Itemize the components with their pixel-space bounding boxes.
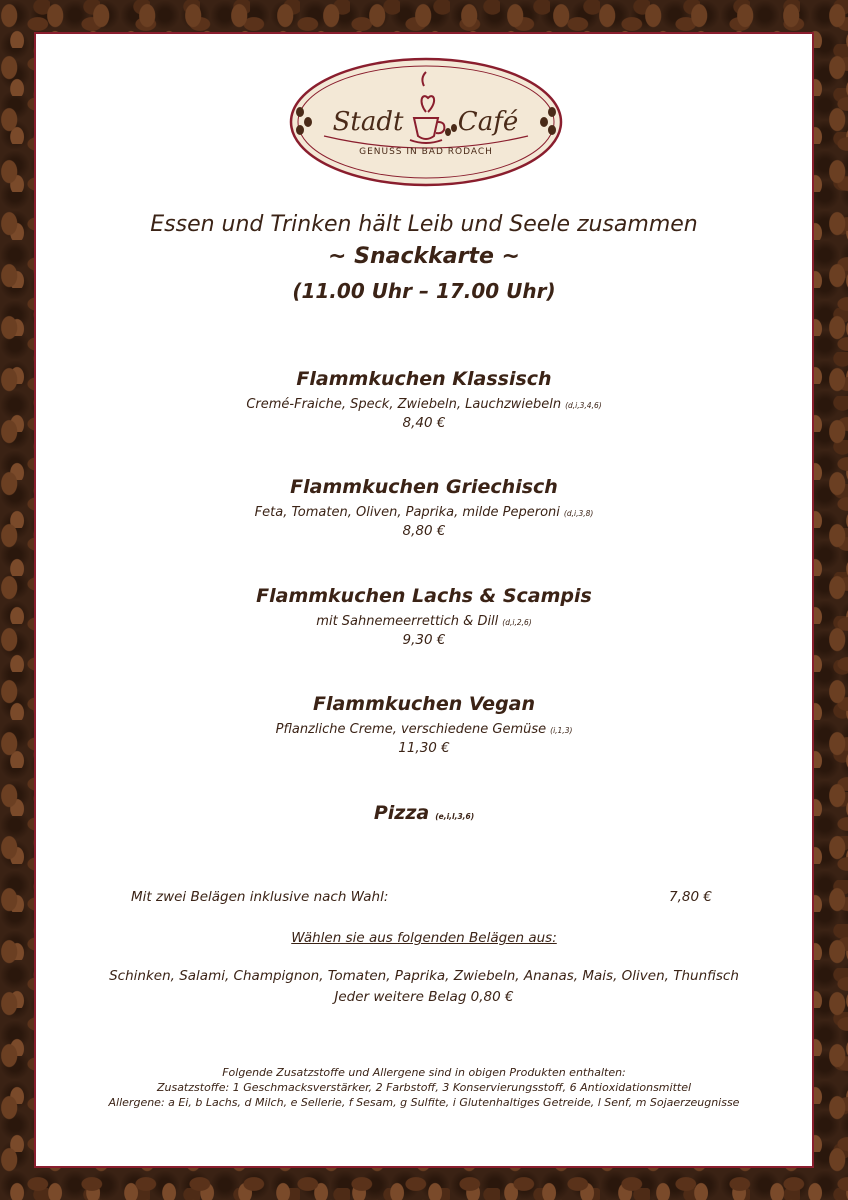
item-desc-text: Cremé-Fraiche, Speck, Zwiebeln, Lauchzwiebeln [246,397,562,412]
toppings-heading [36,930,812,946]
logo-name-left: Stadt [332,107,404,137]
item-name: Flammkuchen Vegan [312,693,536,715]
item-description [36,505,812,520]
pizza-base-label: Mit zwei Belägen inklusive nach Wahl: [131,889,389,905]
logo-subtitle: GENUSS IN BAD RODACH [359,147,493,157]
footer-additives: Zusatzstoffe: 1 Geschmacksverstärker, 2 Farbstoff, 3 Konservierungsstoff, 6 Antioxidationsmittel [156,1081,692,1094]
extra-topping-price: Jeder weitere Belag 0,80 € [334,989,514,1005]
item-price: 9,30 € [402,632,446,648]
item-desc-text: Pflanzliche Creme, verschiedene Gemüse [275,722,547,737]
item-allergens: (d,i,3,8) [563,509,594,518]
item-name: Flammkuchen Klassisch [296,368,552,390]
item-name: Flammkuchen Griechisch [290,476,558,498]
item-description [36,614,812,629]
item-allergens: (d,i,3,4,6) [565,401,602,410]
pizza-allergens: (e,i,l,3,6) [435,812,475,821]
item-price: 11,30 € [398,740,450,756]
pizza-heading [36,802,812,824]
item-description [36,722,812,737]
stadt-cafe-logo [288,56,564,188]
pizza-base-price: 7,80 € [669,889,712,905]
item-description [36,397,812,412]
menu-tagline: Essen und Trinken hält Leib und Seele zusammen [150,212,698,237]
pizza-name: Pizza [373,802,430,824]
item-price: 8,80 € [402,523,446,539]
toppings-list: Schinken, Salami, Champignon, Tomaten, Paprika, Zwiebeln, Ananas, Mais, Oliven, Thunfisch [109,968,739,984]
item-price: 8,40 € [402,415,446,431]
item-allergens: (d,i,2,6) [502,618,532,627]
logo-name-right: Café [457,107,519,137]
item-name: Flammkuchen Lachs & Scampis [256,585,592,607]
toppings-heading-text: Wählen sie aus folgenden Belägen aus: [291,930,557,946]
menu-title: ~ Snackkarte ~ [328,244,520,269]
footer-allergens: Allergene: a Ei, b Lachs, d Milch, e Sellerie, f Sesam, g Sulfite, i Glutenhaltiges Getreide, l Senf, m Sojaerzeugnisse [108,1096,740,1109]
item-allergens: (i,1,3) [550,726,573,735]
menu-page [34,32,814,1168]
opening-hours: (11.00 Uhr – 17.00 Uhr) [292,279,556,303]
item-desc-text: mit Sahnemeerrettich & Dill [316,614,499,629]
item-desc-text: Feta, Tomaten, Oliven, Paprika, milde Peperoni [254,505,560,520]
footer-intro: Folgende Zusatzstoffe und Allergene sind in obigen Produkten enthalten: [222,1066,626,1079]
